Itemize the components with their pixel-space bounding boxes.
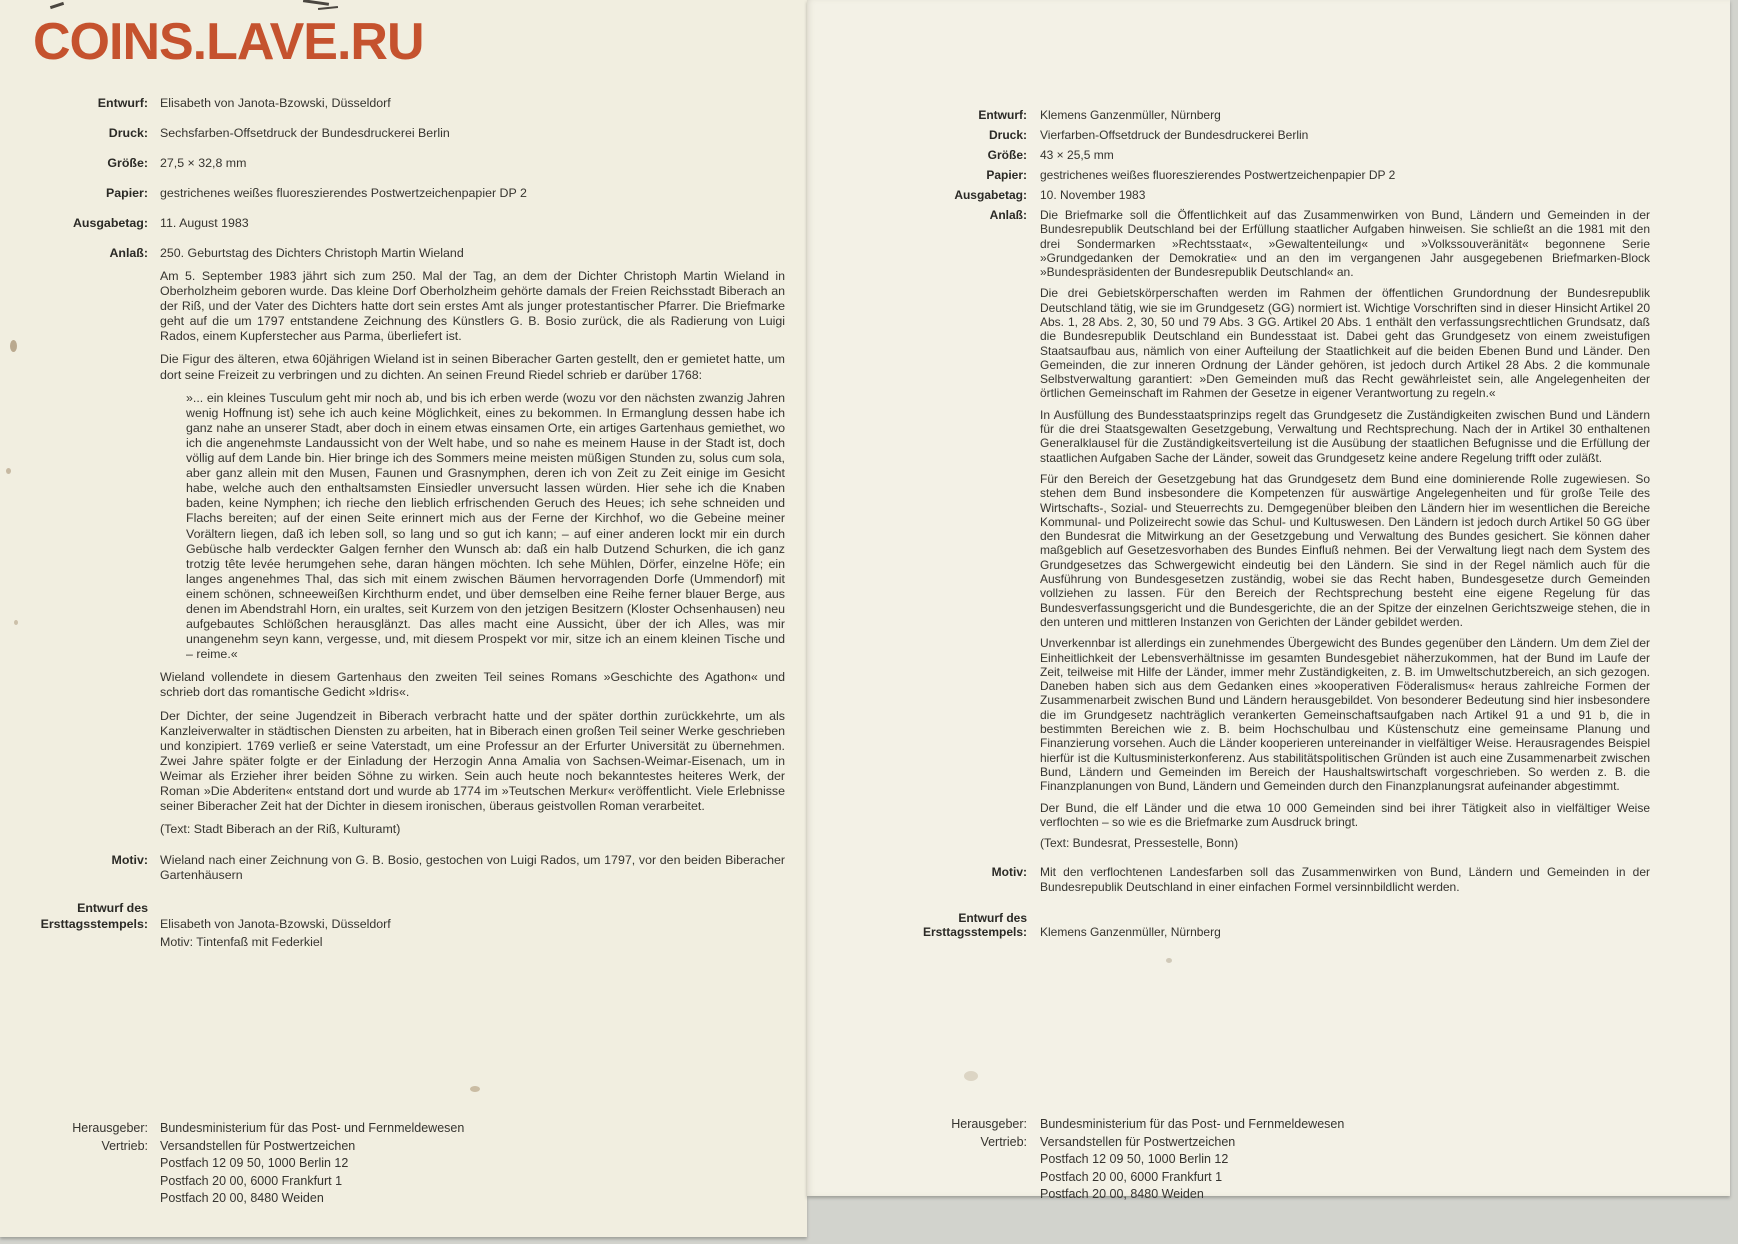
paragraph: Mit den verflochtenen Landesfarben soll das Zusammenwirken von Bund, Ländern und Gemeinden in der Bundesrepublik Deutschland in einer einfachen Formel versinnbildlicht werden. [1040,865,1650,894]
left-page-content [0,96,785,953]
imprint-row [0,1190,785,1208]
stamp-design-label: Entwurf des Ersttagsstempels: [40,901,148,931]
motiv-section [0,853,785,891]
field-label: Größe: [987,147,1027,162]
field-entwurf [807,108,1650,122]
field-value: gestrichenes weißes fluoreszierendes Postwertzeichenpapier DP 2 [160,185,527,200]
stamp-design-body [1040,911,1650,943]
field-groesse [0,156,785,171]
motiv-text [160,853,785,891]
po-box: Postfach 20 00, 6000 Frankfurt 1 [1040,1169,1223,1184]
vertrieb-value: Versandstellen für Postwertzeichen [1040,1134,1236,1149]
imprint-row [807,1169,1650,1187]
field-label: Entwurf: [978,108,1027,122]
imprint-row [0,1155,785,1173]
right-imprint [807,1116,1650,1204]
herausgeber-value: Bundesministerium für das Post- und Fernmeldewesen [1040,1117,1345,1131]
paragraph: Die Briefmarke soll die Öffentlichkeit auf das Zusammenwirken von Bund, Ländern und Gemeinden in der Bundesrepublik Deutschland bei der Erfüllung staatlicher Aufgaben hinweisen. Sie schließt an die 1981 mit den drei Sondermarken »Rechtsstaat«, »Gewaltenteilung« und »Volkssouveränität« begonnene Serie »Grundgedanken der Demokratie« und an den im vergangenen Jahr ausgegebenen Briefmarken-Block »Bundespräsidenten der Bundesrepublik Deutschland« an. [1040,207,1650,280]
stamp-designer: Klemens Ganzenmüller, Nürnberg [1040,925,1221,940]
right-page [807,0,1730,1202]
vertrieb-value: Versandstellen für Postwertzeichen [160,1138,356,1153]
vertrieb-label: Vertrieb: [101,1138,148,1153]
paragraph: Der Dichter, der seine Jugendzeit in Biberach verbracht hatte und der später dorthin zurückkehrte, um als Kanzleiverwalter in städtischen Diensten zu arbeiten, hat in Biberach einen großen Teil seiner Werke geschrieben und konzipiert. 1769 verließ er seine Vaterstadt, um eine Professur an der Erfurter Universität zu übernehmen. Zwei Jahre später folgte er der Einladung der Herzogin Anna Amalia von Sachsen-Weimar-Eisenach, um in Weimar als Erzieher ihrer beiden Söhne zu wirken. Sein auch heute noch bekanntestes heiteres Werk, der Roman »Die Abderiten« entstand dort und wurde ab 1774 im »Teutschen Merkur« veröffentlicht. Viele Erlebnisse seiner Biberacher Zeit hat der Dichter in diesem ironischen, überaus geistvollen Roman verarbeitet. [160,708,785,814]
right-page-content [807,108,1650,943]
imprint-row [0,1173,785,1191]
anlass-section [0,246,785,845]
field-value: 27,5 × 32,8 mm [160,155,247,170]
paragraph: Der Bund, die elf Länder und die etwa 10 000 Gemeinden sind bei ihrer Tätigkeit also in vielfältiger Weise verflochten – so wie es die Briefmarke zum Ausdruck bringt. [1040,800,1650,829]
imprint-row [807,1151,1650,1169]
field-entwurf [0,96,785,111]
imprint-row [0,1138,785,1156]
herausgeber-label: Herausgeber: [951,1117,1027,1131]
paragraph: Für den Bereich der Gesetzgebung hat das Grundgesetz dem Bund eine dominierende Rolle zugewiesen. So stehen dem Bund insbesondere die Kompetenzen für auswärtige Angelegenheiten und für große Teile des Wirtschafts-, Sozial- und Steuerrechts zu. Demgegenüber bleiben den Ländern hier im wesentlichen die Bereiche Kommunal- und Polizeirecht sowie das Schul- und Kultuswesen. Den Ländern ist jedoch durch Artikel 50 GG über den Bundesrat die Mitwirkung an der Gesetzgebung und Verwaltung des Bundes gesichert. Sie können daher maßgeblich auf Gesetzesvorhaben des Bundes Einfluß nehmen. Bei der Verwaltung liegt nach dem System des Grundgesetzes das Schwergewicht eindeutig bei den Ländern. Sie sind in der Regel nämlich auch für die Ausführung von Bundesgesetzen zuständig, wobei sie das Recht haben, Bundesgesetze durch Gemeinden vollziehen zu lassen. Für den Bereich der Rechtsprechung besteht eine eigene Regelung für das Bundesverfassungsgericht und die Bundesgerichte, die an der Spitze der einzelnen Gerichtszweige stehen, die in den unteren und mittleren Instanzen von Gerichten der Länder gebildet werden. [1040,471,1650,629]
paragraph: Am 5. September 1983 jährt sich zum 250. Mal der Tag, an dem der Dichter Christoph Martin Wieland in Oberholzheim geboren wurde. Das kleine Dorf Oberholzheim gehörte damals der Freien Reichsstadt Biberach an der Riß, und der Vater des Dichters hatte dort sein erstes Amt als junger protestantischer Pfarrer. Die Briefmarke geht auf die um 1797 entstandene Zeichnung des Künstlers G. B. Bosio zurück, die als Radierung von Luigi Rados, einem Kupferstecher aus Parma, überliefert ist. [160,269,785,344]
paragraph: Wieland nach einer Zeichnung von G. B. Bosio, gestochen von Luigi Rados, um 1797, vor den beiden Biberacher Gartenhäusern [160,853,785,883]
imprint-row [807,1116,1650,1134]
text-credit: (Text: Stadt Biberach an der Riß, Kulturamt) [160,822,401,837]
field-druck [807,128,1650,142]
field-value: Sechsfarben-Offsetdruck der Bundesdruckerei Berlin [160,125,450,140]
po-box: Postfach 20 00, 6000 Frankfurt 1 [160,1173,343,1188]
stamp-design-body [160,901,785,952]
field-label: Größe: [107,155,148,170]
anlass-section [807,208,1650,857]
block-quote: »... ein kleines Tusculum geht mir noch ab, und bis ich erben werde (wozu vor den nächsten zwanzig Jahren wenig Hoffnung ist) sehe ich auch keine Möglichkeit, eines zu bekommen. In Ermanglung dessen habe ich ganz nahe an unserer Stadt, aber doch in einem etwas einsamen Orte, ein artiges Gartenhaus gemiethet, wo ich die angenehmste Landaussicht von der Welt habe, und so nahe es meinem Hause in der Stadt ist, doch völlig auf dem Lande bin. Hier bringe ich des Sommers meine meisten müßigen Stunden zu, solus cum sola, aber ganz allein mit den Musen, Faunen und Grasnymphen, deren ich von Zeit zu Zeit einige im Gesicht habe, welche auch den enthaltsamsten Einsiedler unversucht lassen würden. Hier sehe ich die Knaben baden, keine Nymphen; ich rieche den lieblich erfrischenden Geruch des Heues; ich sehe schneiden und Flachs bereiten; auf der einen Seite erinnert mich aus der Ferne der Kirchhof, wo die Gebeine meiner Vorältern liegen, daß ich leben soll, so lang und so gut ich kann; – auf einer anderen lockt mir ein durch Gebüsche halb verdeckter Galgen fernher den Wunsch ab: daß ein halb Dutzend Schurken, die ich ganz trotzig tête levée herumgehen sehe, daran hängen möchten. Ich sehe Mühlen, Dörfer, einzelne Höfe; ein langes angenehmes Thal, das sich mit einem zwischen Bäumen hervorragenden Dorfe (Ummendorf) mit einem schönen, schneeweißen Kirchthurm endet, und über demselben eine Reihe ferner blauer Berge, aus denen im Abendstrahl Horn, ein uraltes, seit Kurzem von den jetzigen Besitzern (Kloster Ochsenhausen) neu aufgebautes Schlößchen herausglänzt. Das alles macht eine Aussicht, über der ich Alles, was mir unangenehm seyn kann, vergesse, und, mit diesem Prospekt vor mir, sitze ich an einem kleinen Tische und – reime.« [186,390,785,662]
motiv-text [1040,865,1650,901]
left-imprint [0,1120,785,1208]
field-label: Papier: [105,185,148,200]
text-credit: (Text: Bundesrat, Pressestelle, Bonn) [1040,836,1239,851]
imprint-row [0,1120,785,1138]
imprint-row [807,1134,1650,1152]
imprint-row [807,1186,1650,1204]
stamp-design-label: Entwurf des Ersttagsstempels: [922,910,1027,940]
motiv-label: Motiv: [991,865,1027,880]
paragraph: Die Figur des älteren, etwa 60jährigen Wieland ist in seinen Biberacher Garten gestellt, den er gemietet hatte, um dort seine Freizeit zu verbringen und zu dichten. An seinen Freund Riedel schrieb er darüber 1768: [160,352,785,382]
vertrieb-label: Vertrieb: [980,1134,1027,1149]
field-label: Entwurf: [97,96,148,110]
stamp-design-section [807,911,1650,943]
field-value: 43 × 25,5 mm [1040,147,1114,162]
field-value: Klemens Ganzenmüller, Nürnberg [1040,108,1221,122]
anlass-body [1040,208,1650,857]
po-box: Postfach 12 09 50, 1000 Berlin 12 [1040,1152,1229,1167]
motiv-label: Motiv: [111,853,148,868]
po-box: Postfach 12 09 50, 1000 Berlin 12 [160,1156,349,1171]
field-value: Elisabeth von Janota-Bzowski, Düsseldorf [160,96,391,110]
field-papier [0,186,785,201]
anlass-title: 250. Geburtstag des Dichters Christoph Martin Wieland [160,245,464,260]
field-label: Druck: [108,125,148,140]
anlass-label: Anlaß: [109,245,148,260]
paragraph: In Ausfüllung des Bundesstaatsprinzips regelt das Grundgesetz die Zuständigkeiten zwischen Bund und Ländern für die drei Staatsgewalten Gesetzgebung, Verwaltung und Rechtsprechung. Nach der in Artikel 30 enthaltenen Generalklausel für die Zuständigkeitsverteilung ist die Ausübung der staatlichen Befugnisse und die Erfüllung der staatlichen Aufgaben Sache der Länder, soweit das Grundgesetz keine andere Regelung trifft oder zuläßt. [1040,407,1650,465]
field-ausgabetag [807,188,1650,202]
field-value: Vierfarben-Offsetdruck der Bundesdruckerei Berlin [1040,127,1309,142]
field-label: Ausgabetag: [954,187,1027,202]
field-ausgabetag [0,216,785,231]
stamp-designer: Elisabeth von Janota-Bzowski, Düsseldorf [160,916,391,931]
field-label: Papier: [986,167,1027,182]
left-page [0,0,807,1237]
paragraph: Die drei Gebietskörperschaften werden im Rahmen der öffentlichen Grundordnung der Bundesrepublik Deutschland tätig, wie sie im Grundgesetz (GG) normiert ist. Wichtige Vorschriften sind in dieser Hinsicht Artikel 20 Abs. 1, 28 Abs. 2, 30, 50 und 79 Abs. 3 GG. Artikel 20 Abs. 1 enthält den verfassungsrechtlichen Grundsatz, daß die Bundesrepublik Deutschland ein Bundesstaat ist. Dabei geht das Grundgesetz von einem zweistufigen Staatsaufbau aus, nämlich von einer Aufteilung der Staatlichkeit auf die beiden Ebenen Bund und Länder. Den Gemeinden, die zur inneren Ordnung der Länder gehören, ist jedoch durch Artikel 28 Abs. 2 die kommunale Selbstverwaltung garantiert: »Den Gemeinden muß das Recht gewährleistet sein, alle Angelegenheiten der örtlichen Gemeinschaft im Rahmen der Gesetze in eigener Verantwortung zu regeln.« [1040,286,1650,401]
herausgeber-label: Herausgeber: [72,1121,148,1135]
field-value: 10. November 1983 [1040,187,1146,202]
field-druck [0,126,785,141]
po-box: Postfach 20 00, 8480 Weiden [160,1191,324,1206]
motiv-section [807,865,1650,901]
anlass-label: Anlaß: [989,207,1027,222]
field-groesse [807,148,1650,162]
herausgeber-value: Bundesministerium für das Post- und Fernmeldewesen [160,1121,465,1135]
field-label: Ausgabetag: [72,215,148,230]
field-label: Druck: [988,127,1027,142]
stamp-design-section [0,901,785,952]
field-papier [807,168,1650,182]
field-value: 11. August 1983 [160,215,249,230]
field-value: gestrichenes weißes fluoreszierendes Postwertzeichenpapier DP 2 [1040,167,1396,182]
watermark: COINS.LAVE.RU [33,13,424,71]
paragraph: Wieland vollendete in diesem Gartenhaus den zweiten Teil seines Romans »Geschichte des Agathon« und schrieb dort das romantische Gedicht »Idris«. [160,670,785,700]
paragraph: Unverkennbar ist allerdings ein zunehmendes Übergewicht des Bundes gegenüber den Ländern. Um dem Ziel der Einheitlichkeit der Lebensverhältnisse im gesamten Bundesgebiet näherzukommen, hat der Bund im Laufe der Zeit, teilweise mit Hilfe der Länder, immer mehr Zuständigkeiten, z. B. im Umweltschutzbereich, an sich gezogen. Daneben haben sich aus dem Gedanken eines »kooperativen Föderalismus« heraus zahlreiche Formen der Zusammenarbeit zwischen Bund und Ländern herausgebildet. Von besonderer Bedeutung sind hier insbesondere die im Grundgesetz nachträglich verankerten Gemeinschaftsaufgaben nach Artikel 91 a und 91 b, die in bestimmten Bereichen wie z. B. beim Hochschulbau und Küstenschutz eine gemeinsame Planung und Finanzierung vorsehen. Auch die Länder kooperieren untereinander in vielfältiger Weise. Herausragendes Beispiel hierfür ist die Kultusministerkonferenz. Aus stabilitätspolitischen Gründen ist auch eine Zusammenarbeit zwischen Bund, Ländern und Gemeinden im Bereich der Haushaltswirtschaft vorgeschrieben. So werden z. B. die Finanzplanungen von Bund, Ländern und Gemeinden durch den Finanzplanungsrat aufeinander abgestimmt. [1040,636,1650,794]
anlass-body [160,246,785,845]
stamp-motiv: Motiv: Tintenfaß mit Federkiel [160,934,323,949]
po-box: Postfach 20 00, 8480 Weiden [1040,1187,1204,1202]
